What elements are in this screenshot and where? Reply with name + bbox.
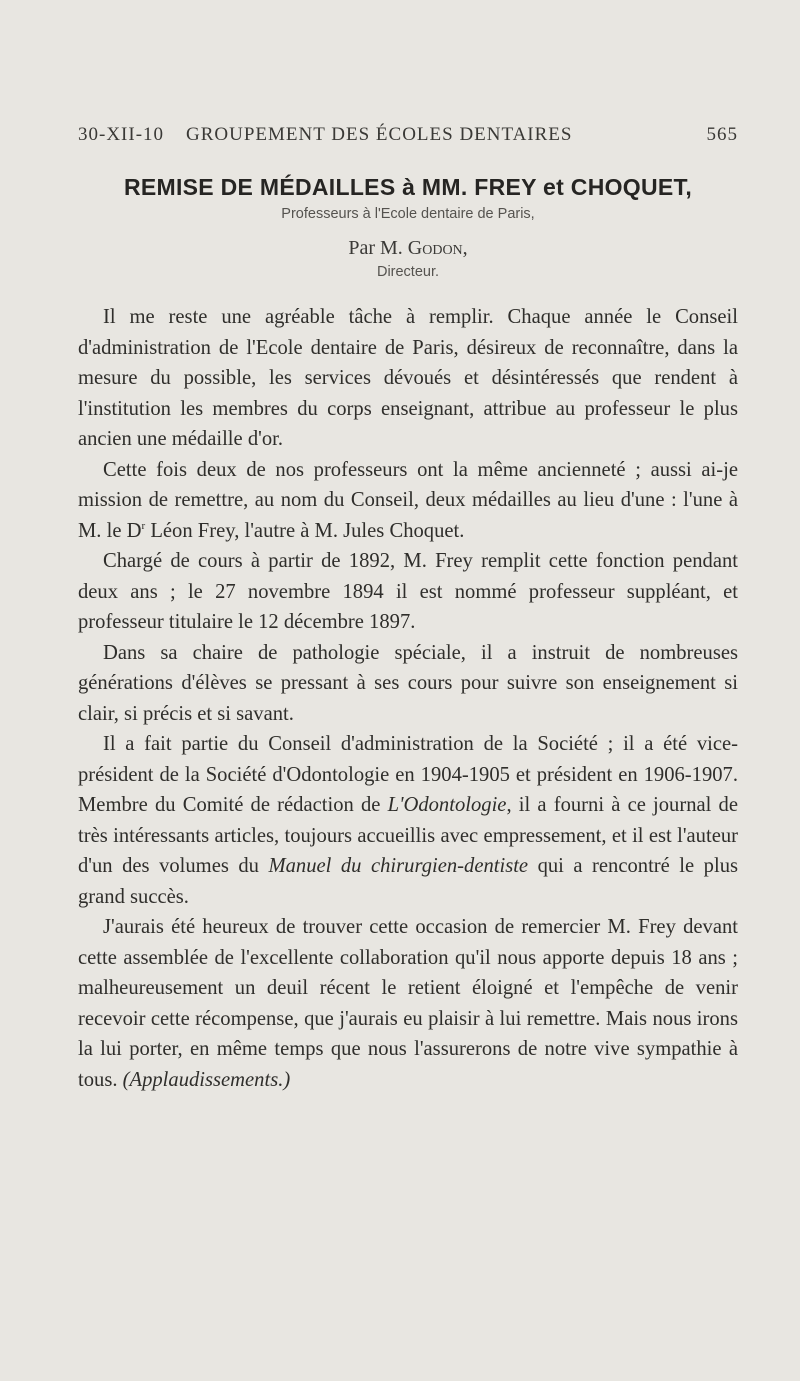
applause-note: (Applaudissements.) [122, 1068, 291, 1091]
paragraph-4: Dans sa chaire de pathologie spéciale, il a instruit de nombreuses générations d'élèves se pressant à ses cours pour suivre son enseignement si clair, si précis et si savant. [78, 641, 738, 725]
paragraph-5-text-c: qui a rencontré le plus grand succès. [78, 855, 739, 908]
journal-title: L'Odontologie [387, 794, 507, 816]
manual-title: Manuel du chirurgien-dentiste [268, 855, 529, 877]
running-title: GROUPEMENT DES ÉCOLES DENTAIRES [186, 124, 573, 145]
byline-prefix: Par M. [348, 237, 403, 259]
author-name: Godon [407, 237, 463, 259]
paragraph-3: Chargé de cours à partir de 1892, M. Frey remplit cette fonction pendant deux ans ; le 27 novembre 1894 il est nommé professeur suppléant, et professeur titulaire le 12 décembre 1897. [78, 550, 738, 633]
article-title: REMISE DE MÉDAILLES à MM. FREY et CHOQUET, [123, 174, 693, 200]
paragraph-5-text-a: Il a fait partie du Conseil d'administration de la Société ; il a été vice-président de la Société d'Odontologie en 1904-1905 et président en 1906-1907. Membre du Comité de rédaction de [78, 733, 738, 816]
running-header-left [78, 124, 572, 146]
paragraph-1: Il me reste une agréable tâche à remplir. Chaque année le Conseil d'administration de l'Ecole dentaire de Paris, désireux de reconnaître, dans la mesure du possible, les services dévoués et désintéressés que rendent à l'institution les membres du corps enseignant, attribue au professeur le plus ancien une médaille d'or. [78, 306, 738, 450]
byline [78, 237, 738, 260]
page-number: 565 [706, 124, 738, 145]
paragraph-2-text-a: Cette fois deux de nos professeurs ont la même ancienneté ; aussi ai-je mission de remettre, au nom du Conseil, deux médailles au lieu d'une : l'une à M. le D [78, 458, 738, 542]
running-header [78, 124, 738, 146]
paragraph-6 [78, 912, 738, 1095]
article-subtitle: Professeurs à l'Ecole dentaire de Paris, [281, 206, 535, 222]
author-role: Directeur. [376, 264, 440, 280]
article-body [78, 302, 738, 1095]
doctor-superscript: r [141, 519, 146, 532]
paragraph-2 [78, 455, 738, 547]
paragraph-2-text-b: Léon Frey, l'autre à M. Jules Choquet. [145, 519, 465, 542]
paragraph-6-text: J'aurais été heureux de trouver cette occasion de remercier M. Frey devant cette assemblée de l'excellente collaboration qu'il nous apporte depuis 18 ans ; malheureusement un deuil récent le retient éloigné et l'empêche de venir recevoir cette récompense, que j'aurais eu plaisir à lui remettre. Mais nous irons la lui porter, en même temps que nous l'assurerons de notre vive sympathie à tous. [78, 916, 738, 1091]
paragraph-5 [78, 729, 738, 912]
paragraph-5-text-b: , il a fourni à ce journal de très intéressants articles, toujours accueillis avec empressement, et il est l'auteur d'un des volumes du [78, 794, 738, 877]
header-date: 30-XII-10 [78, 124, 165, 145]
byline-suffix: , [462, 237, 468, 259]
